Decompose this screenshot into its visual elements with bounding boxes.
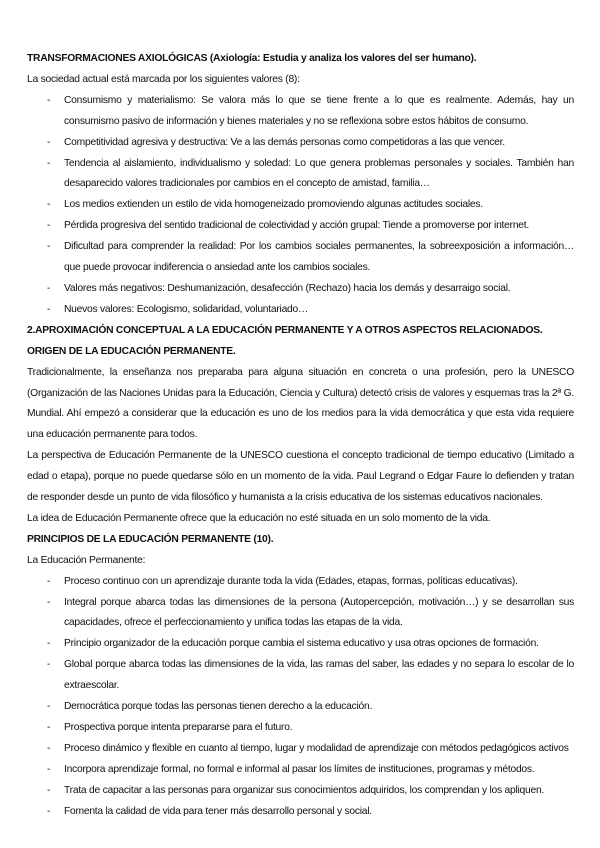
list-item: - Valores más negativos: Deshumanización, desafección (Rechazo) hacia los demás y desarraigo social.	[27, 279, 574, 300]
list-item: - Dificultad para comprender la realidad: Por los cambios sociales permanentes, la sobreexposición a información… que puede provocar indiferencia o ansiedad ante los cambios sociales.	[27, 237, 574, 279]
list-item: - Tendencia al aislamiento, individualismo y soledad: Lo que genera problemas personales y sociales. También han desaparecido valores tradicionales por cambios en el concepto de amistad, familia…	[27, 154, 574, 196]
list-item: - Fomenta la calidad de vida para tener más desarrollo personal y social.	[27, 802, 574, 823]
list-item: - Global porque abarca todas las dimensiones de la vida, las ramas del saber, las edades y no separa lo escolar de lo extraescolar.	[27, 655, 574, 697]
section-heading-aproximacion: 2.APROXIMACIÓN CONCEPTUAL A LA EDUCACIÓN PERMANENTE Y A OTROS ASPECTOS RELACIONADOS.	[27, 324, 543, 336]
list-item: - Proceso dinámico y flexible en cuanto al tiempo, lugar y modalidad de aprendizaje con métodos pedagógicos activos	[27, 739, 574, 760]
list-item: - Proceso continuo con un aprendizaje durante toda la vida (Edades, etapas, formas, políticas educativas).	[27, 572, 574, 593]
list-item: - Los medios extienden un estilo de vida homogeneizado promoviendo algunas actitudes sociales.	[27, 195, 574, 216]
list-item: - Trata de capacitar a las personas para organizar sus conocimientos adquiridos, los comprendan y los apliquen.	[27, 781, 574, 802]
section-heading-principios: PRINCIPIOS DE LA EDUCACIÓN PERMANENTE (10).	[27, 533, 274, 545]
list-item: - Competitividad agresiva y destructiva: Ve a las demás personas como competidoras a las que vencer.	[27, 133, 574, 154]
list-item: - Democrática porque todas las personas tienen derecho a la educación.	[27, 697, 574, 718]
paragraph-perspectiva: La perspectiva de Educación Permanente de la UNESCO cuestiona el concepto tradicional de tiempo educativo (Limitado a edad o etapa), porque no puede quedarse sólo en un momento de la vida. Paul Legrand o Edgar Faure lo defienden y tratan de responder desde un punto de vida filosófico y humanista a la crisis educativa de los sistemas educativos nacionales.	[27, 450, 574, 504]
paragraph-idea: La idea de Educación Permanente ofrece que la educación no esté situada en un solo momento de la vida.	[27, 512, 491, 524]
section-intro-educacion-permanente: La Educación Permanente:	[27, 554, 146, 566]
subheading-origen: ORIGEN DE LA EDUCACIÓN PERMANENTE.	[27, 345, 236, 357]
section-intro-valores: La sociedad actual está marcada por los siguientes valores (8):	[27, 73, 300, 85]
list-item: - Nuevos valores: Ecologismo, solidaridad, voluntariado…	[27, 300, 574, 321]
principios-list	[27, 572, 574, 823]
paragraph-tradicionalmente: Tradicionalmente, la enseñanza nos preparaba para alguna situación en concreta o una profesión, pero la UNESCO (Organización de las Naciones Unidas para la Educación, Ciencia y Cultura) detectó crisis de valores y esquemas tras la 2ª G. Mundial. Ahí empezó a considerar que la educación es uno de los medios para la vida democrática y que esta vida requiere una educación permanente para todos.	[27, 366, 574, 441]
list-item: - Principio organizador de la educación porque cambia el sistema educativo y usa otras opciones de formación.	[27, 634, 574, 655]
section-heading-transformaciones: TRANSFORMACIONES AXIOLÓGICAS (Axiología: Estudia y analiza los valores del ser humano).	[27, 53, 477, 64]
list-item: - Pérdida progresiva del sentido tradicional de colectividad y acción grupal: Tiende a promoverse por internet.	[27, 216, 574, 237]
valores-list	[27, 91, 574, 321]
list-item: - Prospectiva porque intenta prepararse para el futuro.	[27, 718, 574, 739]
list-item: - Incorpora aprendizaje formal, no formal e informal al pasar los límites de instituciones, programas y métodos.	[27, 760, 574, 781]
list-item: - Consumismo y materialismo: Se valora más lo que se tiene frente a lo que es realmente. Además, hay un consumismo pasivo de información y bienes materiales y no se reflexiona sobre estos hábitos de consumo.	[27, 91, 574, 133]
list-item: - Integral porque abarca todas las dimensiones de la persona (Autopercepción, motivación…) y se desarrollan sus capacidades, ofrece el perfeccionamiento y unifica todas las etapas de la vida.	[27, 593, 574, 635]
